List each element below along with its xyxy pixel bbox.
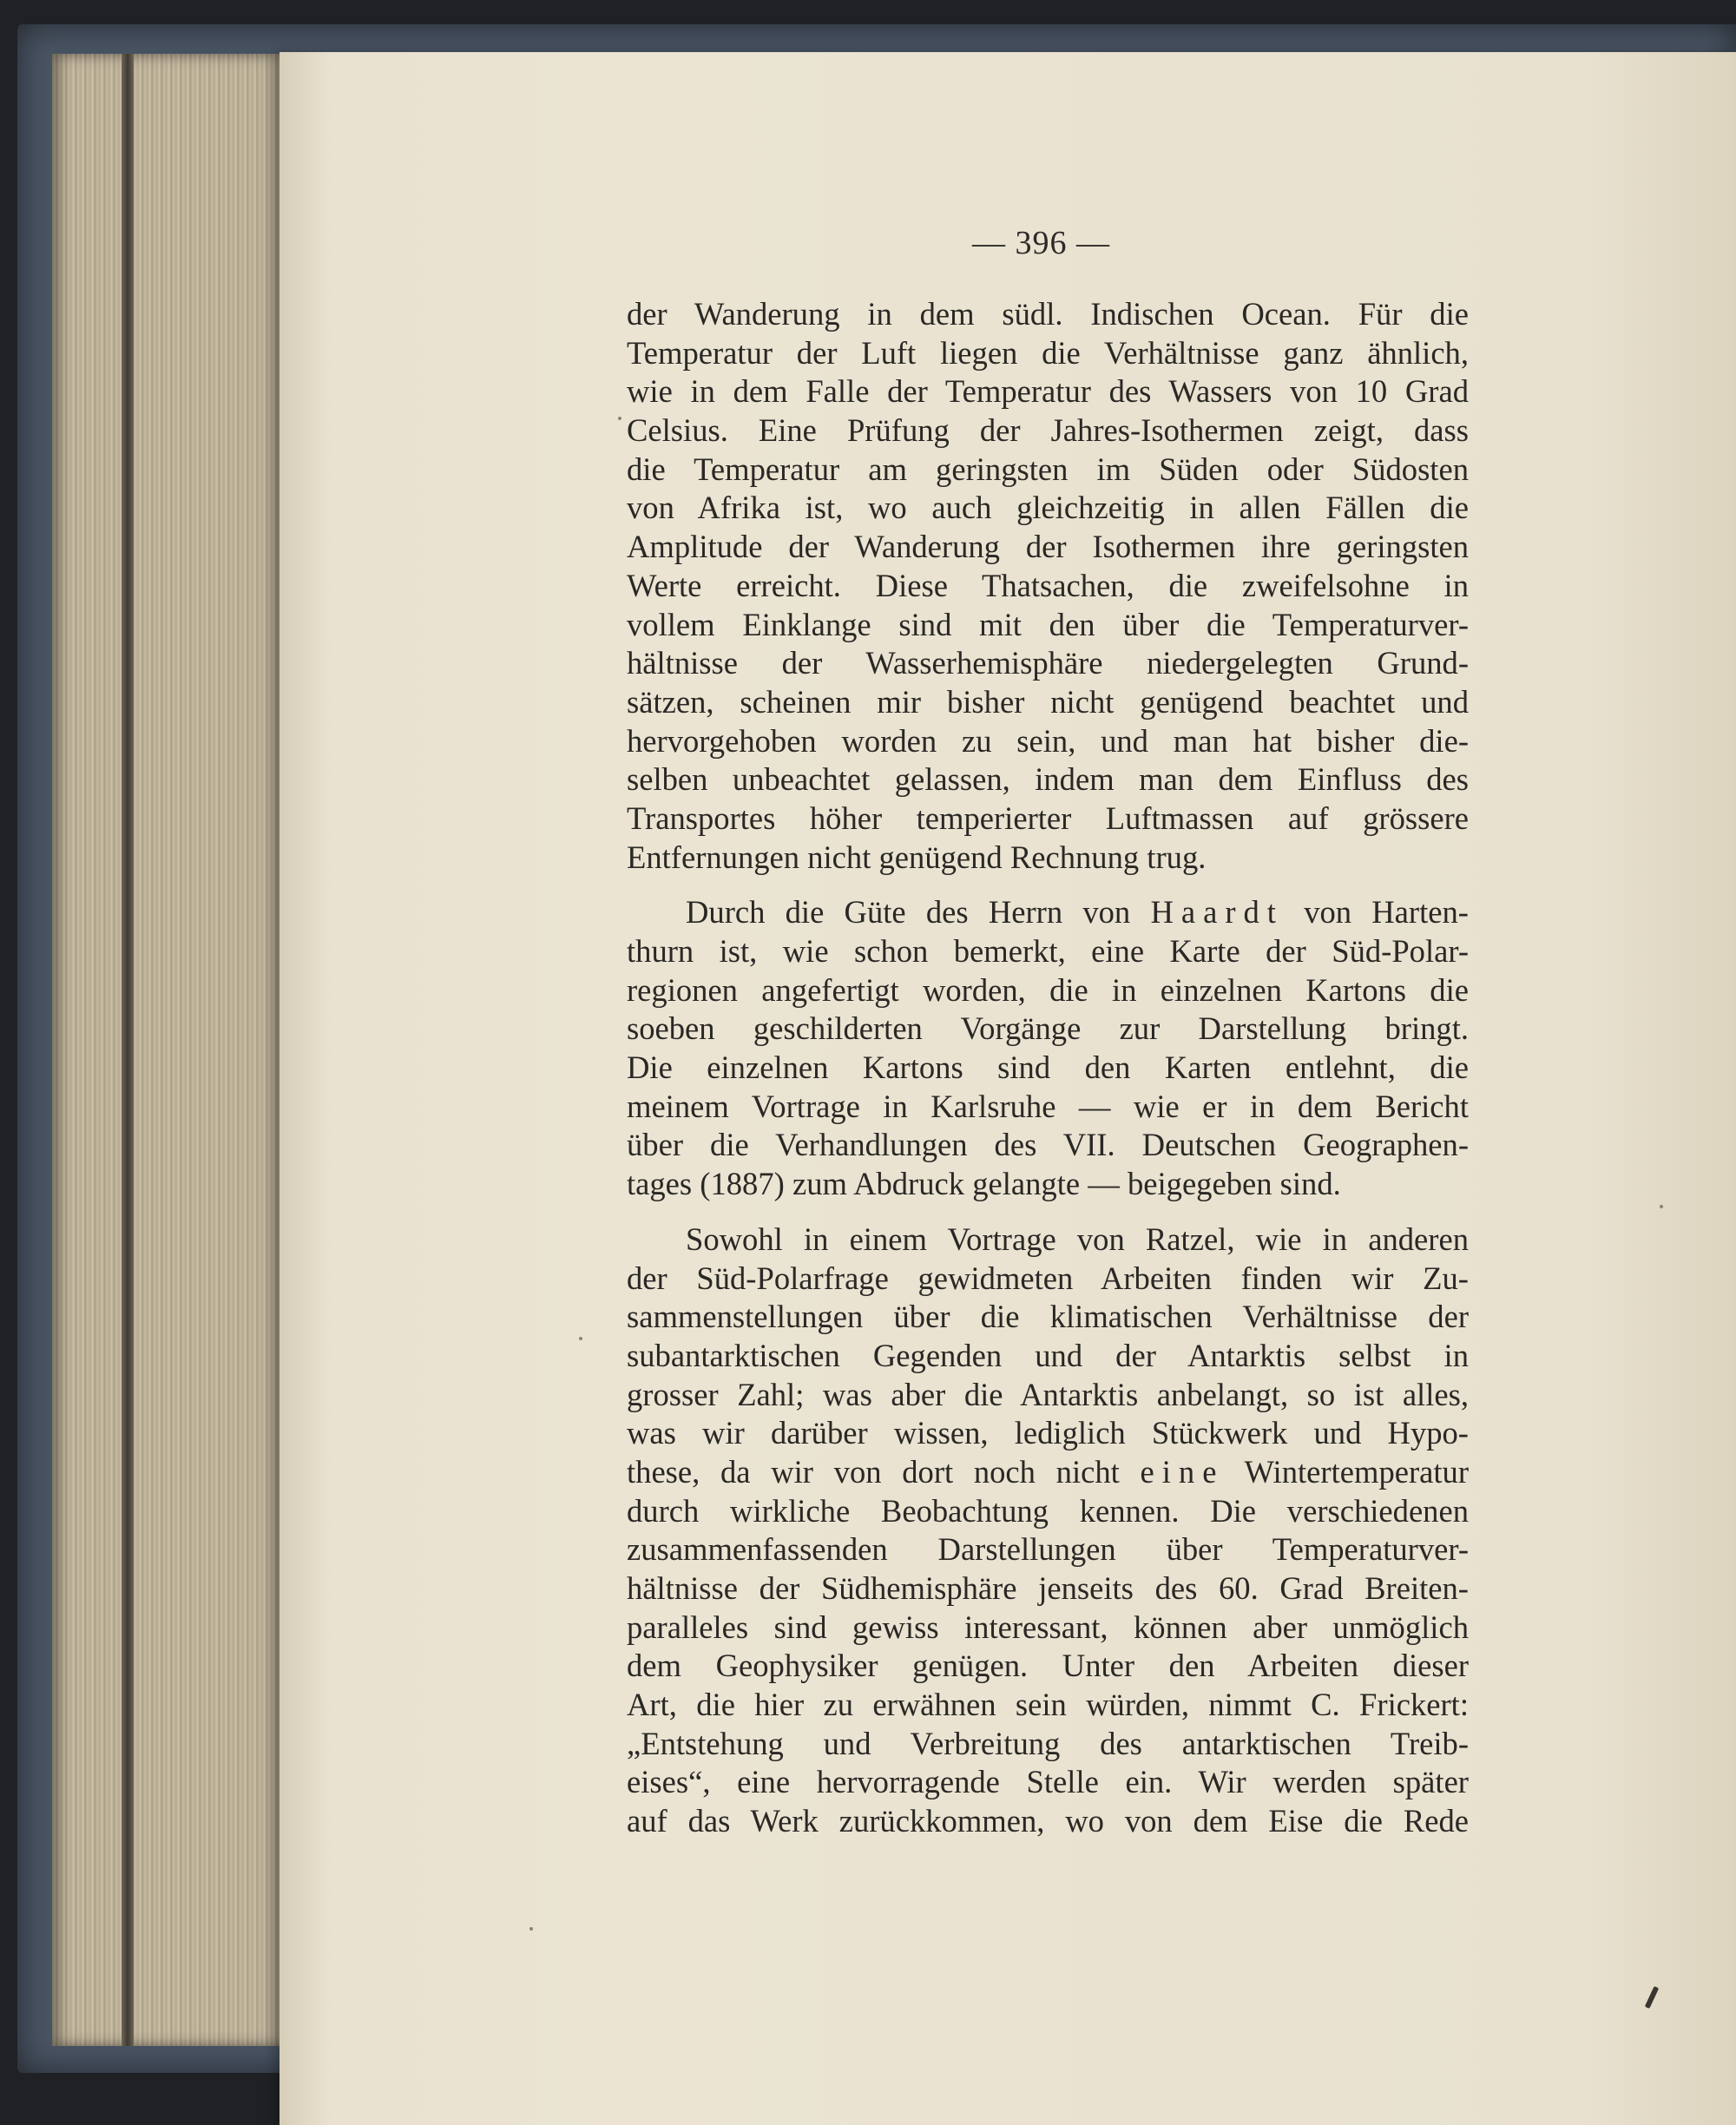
body-text (627, 295, 1469, 1841)
text-line: hältnisse der Wasserhemisphäre niedergelegten Grund- (627, 645, 1469, 681)
text-line: grosser Zahl; was aber die Antarktis anbelangt, so ist alles, (627, 1376, 1469, 1412)
paper-speck (529, 1927, 533, 1931)
text-line: Temperatur der Luft liegen die Verhältnisse ganz ähnlich, (627, 334, 1469, 371)
text-line: selben unbeachtet gelassen, indem man dem Einfluss des (627, 761, 1469, 798)
page-number: — 396 — (972, 225, 1110, 261)
text-line: Sowohl in einem Vortrage von Ratzel, wie in anderen (686, 1220, 1469, 1257)
text-line-composite (627, 1453, 1469, 1492)
text-line: hältnisse der Südhemisphäre jenseits des 60. Grad Breiten- (627, 1570, 1469, 1606)
text-line: „Entstehung und Verbreitung des antarktischen Treib- (627, 1725, 1469, 1761)
spaced-word: eine (1140, 1453, 1225, 1490)
text-line: Transportes höher temperierter Luftmassen auf grössere (627, 799, 1469, 836)
text-line: sätzen, scheinen mir bisher nicht genügend beachtet und (627, 683, 1469, 720)
text-line: hervorgehoben worden zu sein, und man hat bisher die- (627, 722, 1469, 759)
text-line: subantarktischen Gegenden und der Antarktis selbst in (627, 1337, 1469, 1373)
text-line: paralleles sind gewiss interessant, können aber unmöglich (627, 1609, 1469, 1645)
text-line: Art, die hier zu erwähnen sein würden, nimmt C. Frickert: (627, 1687, 1469, 1723)
text-line: Celsius. Eine Prüfung der Jahres-Isothermen zeigt, dass (627, 412, 1469, 449)
text-line: Werte erreicht. Diese Thatsachen, die zweifelsohne in (627, 567, 1469, 603)
text-line: tages (1887) zum Abdruck gelangte — beigegeben sind. (627, 1166, 1341, 1202)
text-line: Die einzelnen Kartons sind den Karten entlehnt, die (627, 1049, 1469, 1086)
text-line: durch wirkliche Beobachtung kennen. Die verschiedenen (627, 1492, 1469, 1529)
text-line: eises“, eine hervorragende Stelle ein. Wir werden später (627, 1764, 1469, 1800)
text-line: dem Geophysiker genügen. Unter den Arbeiten dieser (627, 1648, 1469, 1684)
text-segment: von Harten- (1304, 894, 1469, 931)
text-line: Entfernungen nicht genügend Rechnung trug. (627, 839, 1207, 875)
text-line: der Süd-Polarfrage gewidmeten Arbeiten finden wir Zu- (627, 1260, 1469, 1296)
text-line: der Wanderung in dem südl. Indischen Ocean. Für die (627, 296, 1469, 332)
text-line: regionen angefertigt worden, die in einzelnen Kartons die (627, 971, 1469, 1008)
text-line: soeben geschilderten Vorgänge zur Darstellung bringt. (627, 1010, 1469, 1047)
paragraph-2 (627, 893, 1469, 1204)
text-line: sammenstellungen über die klimatischen Verhältnisse der (627, 1299, 1469, 1335)
paper-speck (1660, 1205, 1663, 1208)
text-line: meinem Vortrage in Karlsruhe — wie er in dem Bericht (627, 1088, 1469, 1124)
spaced-name: Haardt (1150, 894, 1284, 931)
text-line: von Afrika ist, wo auch gleichzeitig in allen Fällen die (627, 490, 1469, 526)
pen-mark (1645, 1986, 1659, 2009)
text-segment: these, da wir von dort noch nicht (627, 1453, 1120, 1490)
paper-speck (618, 417, 621, 420)
text-line: über die Verhandlungen des VII. Deutschen Geographen- (627, 1127, 1469, 1163)
text-segment: Durch die Güte des Herrn von (686, 894, 1131, 931)
paragraph-3 (627, 1220, 1469, 1841)
text-line: was wir darüber wissen, lediglich Stückwerk und Hypo- (627, 1415, 1469, 1451)
text-line: thurn ist, wie schon bemerkt, eine Karte der Süd-Polar- (627, 933, 1469, 969)
text-line: die Temperatur am geringsten im Süden oder Südosten (627, 451, 1469, 487)
page-edge-shadow (122, 54, 134, 2046)
left-page-edges (52, 54, 282, 2046)
text-line: auf das Werk zurückkommen, wo von dem Eise die Rede (627, 1803, 1469, 1839)
text-line: vollem Einklange sind mit den über die Temperaturver- (627, 606, 1469, 642)
text-line: wie in dem Falle der Temperatur des Wassers von 10 Grad (627, 373, 1469, 410)
text-line: Amplitude der Wanderung der Isothermen ihre geringsten (627, 529, 1469, 565)
text-line-composite (627, 893, 1469, 932)
paragraph-1 (627, 295, 1469, 877)
text-line: zusammenfassenden Darstellungen über Temperaturver- (627, 1531, 1469, 1568)
text-segment: Wintertemperatur (1244, 1453, 1470, 1490)
paper-speck (579, 1337, 582, 1340)
